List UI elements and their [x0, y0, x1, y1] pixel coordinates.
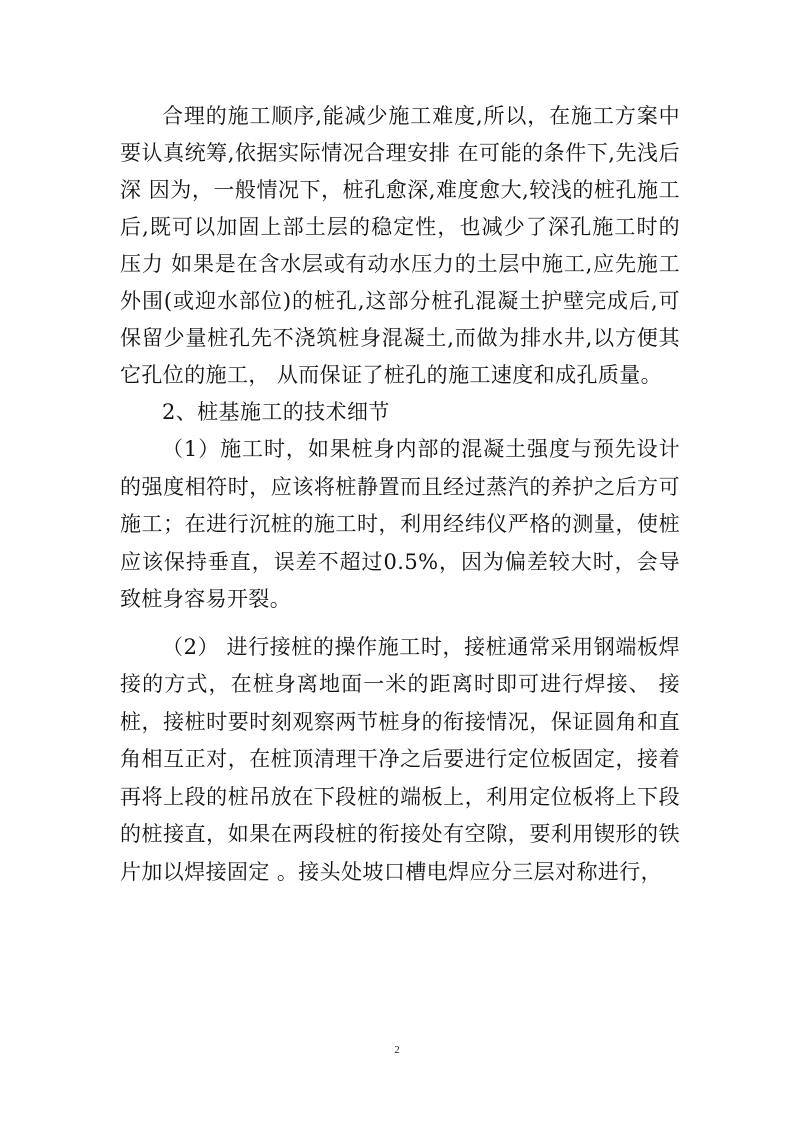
document-body: [120, 98, 680, 891]
paragraph-item-1: （1）施工时，如果桩身内部的混凝土强度与预先设计的强度相符时，应该将桩静置而且经过蒸汽的养护之后方可施工；在进行沉桩的施工时，利用经纬仪严格的测量，使桩应该保持垂直，误差不超过0.5%，因为偏差较大时，会导致桩身容易开裂。: [120, 437, 680, 611]
page-number: 2: [394, 1044, 400, 1056]
paragraph-item-2: （2） 进行接桩的操作施工时，接桩通常采用钢端板焊接的方式，在桩身离地面一米的距离时即可进行焊接、 接桩，接桩时要时刻观察两节桩身的衔接情况，保证圆角和直角相互正对，在桩顶清理干净之后要进行定位板固定，接着再将上段的桩吊放在下段桩的端板上，利用定位板将上下段的桩接直，如果在两段桩的衔接处有空隙，要利用锲形的铁片加以焊接固定 。接头处坡口槽电焊应分三层对称进行，: [120, 634, 680, 884]
section-heading-pile-foundation-details: 2、桩基施工的技术细节: [162, 400, 390, 424]
paragraph-construction-sequence: 合理的施工顺序,能减少施工难度,所以，在施工方案中要认真统筹,依据实际情况合理安排 在可能的条件下,先浅后深 因为，一般情况下，桩孔愈深,难度愈大,较浅的桩孔施工后,既可以加固上部土层的稳定性，也减少了深孔施工时的压力 如果是在含水层或有动水压力的土层中施工,应先施工外围(或迎水部位)的桩孔,这部分桩孔混凝土护壁完成后,可保留少量桩孔先不浇筑桩身混凝土,而做为排水井,以方便其它孔位的施工， 从而保证了桩孔的施工速度和成孔质量。: [120, 104, 680, 387]
